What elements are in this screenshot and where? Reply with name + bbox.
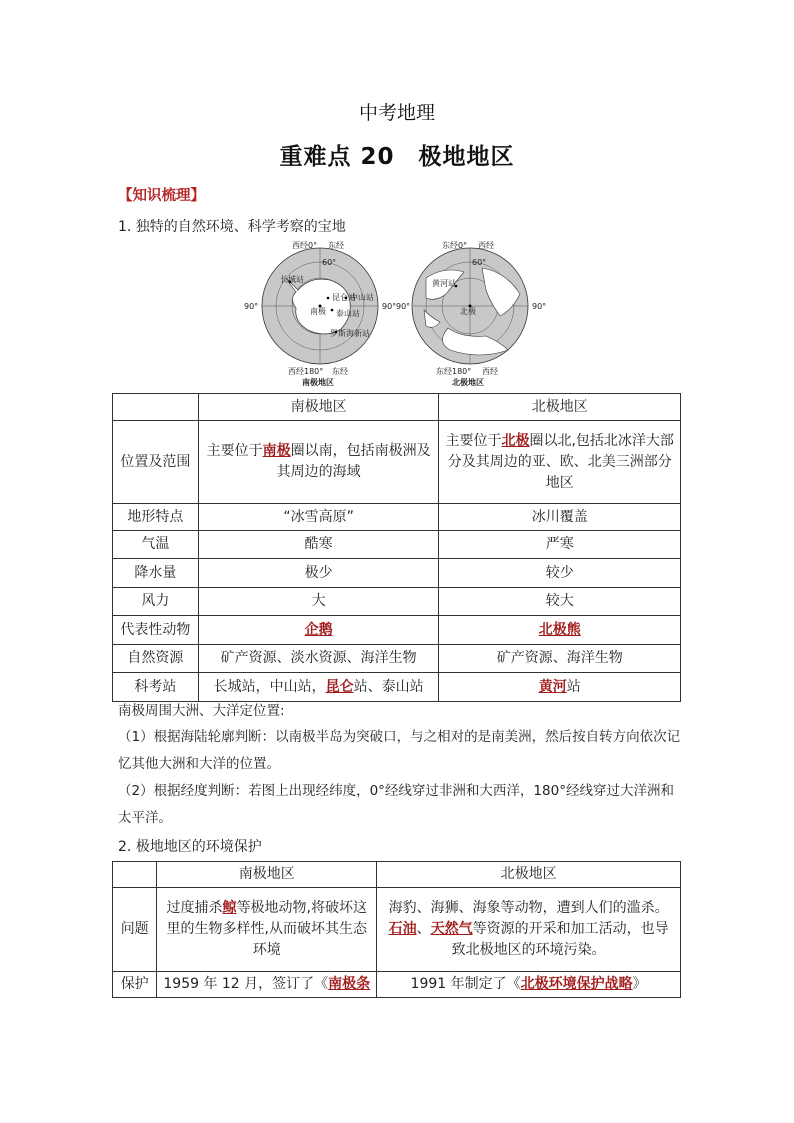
- cell-text: 站、泰山站: [353, 678, 424, 695]
- north-cell: 较大: [439, 588, 681, 616]
- north-cell: [439, 421, 681, 504]
- table-row: [113, 645, 681, 673]
- row-label: 风力: [113, 588, 199, 616]
- notes-item-2: （2）根据经度判断：若图上出现经纬度，0°经线穿过非洲和大西洋，180°经线穿过大洋洲和太平洋。: [118, 783, 674, 826]
- cell-text: 圈以北,包括北冰洋大部分及其周边的亚、欧、北美三洲部分地区: [447, 432, 674, 491]
- answer-highlight: 黄河: [538, 678, 567, 695]
- row-label: 地形特点: [113, 504, 199, 531]
- cell-text: 》: [632, 976, 647, 992]
- table-row: [113, 888, 681, 972]
- table-row: [113, 588, 681, 616]
- north-cell: 较少: [439, 559, 681, 588]
- station-label-huanghe: 黄河站: [432, 279, 456, 288]
- table-header-cell: 南极地区: [157, 862, 377, 888]
- south-map-bottom-left-label: 西经180°: [288, 367, 324, 376]
- row-label: 气温: [113, 531, 199, 559]
- answer-highlight: 企鹅: [304, 621, 333, 638]
- section-heading-1: 1. 独特的自然环境、科学考察的宝地: [118, 219, 346, 235]
- notes-item-1: （1）根据海陆轮廓判断：以南极半岛为突破口，与之相对的是南美洲，然后按自转方向依次记忆其他大洲和大洋的位置。: [118, 729, 681, 772]
- answer-highlight: 北极环境保护战略: [520, 976, 633, 992]
- south-map-top-right-label: 东经: [328, 241, 344, 250]
- subject-title: 中考地理: [358, 102, 435, 124]
- section-tag: 【知识梳理】: [118, 188, 205, 204]
- table-header-row: [113, 862, 681, 888]
- page-title: 重难点 20 极地地区: [279, 144, 515, 170]
- south-map-right-lon: 90°: [382, 302, 397, 311]
- cell-text: 站: [566, 678, 581, 695]
- cell-text: 主要位于: [445, 432, 502, 449]
- table-row: [113, 616, 681, 645]
- south-cell: [157, 972, 377, 998]
- cell-text: 、: [416, 921, 431, 937]
- answer-highlight: 天然气: [430, 921, 473, 937]
- answer-highlight: 石油: [388, 921, 417, 937]
- station-label-changcheng: 长城站: [280, 275, 304, 284]
- south-cell: 极少: [198, 559, 439, 588]
- south-cell: “冰雪高原”: [198, 504, 439, 531]
- cell-text: 海豹、海狮、海象等动物，遭到人们的滥杀。: [388, 900, 669, 916]
- cell-text: 过度捕杀: [166, 900, 223, 916]
- north-map-top-right-label: 西经: [478, 241, 494, 250]
- answer-highlight: 南极条: [328, 976, 371, 992]
- south-cell: [198, 421, 439, 504]
- cell-text: 1959 年 12 月，签订了《: [163, 976, 329, 992]
- table-row: [113, 531, 681, 559]
- south-cell: 矿产资源、淡水资源、海洋生物: [198, 645, 439, 673]
- north-map-lat-label: 60°: [472, 258, 487, 267]
- north-map-bottom-right-label: 西经: [482, 367, 498, 376]
- row-label: 问题: [113, 888, 157, 972]
- table-header-cell: 北极地区: [439, 394, 681, 421]
- cell-text: 圈以南，包括南极洲及其周边的海域: [276, 443, 431, 480]
- section-heading-2: 2. 极地地区的环境保护: [118, 839, 262, 855]
- north-cell: [377, 972, 681, 998]
- answer-highlight: 昆仑: [325, 678, 354, 695]
- table-header-row: [113, 394, 681, 421]
- north-cell: [377, 888, 681, 972]
- row-label: 位置及范围: [113, 421, 199, 504]
- station-label-zhongshan: 中山站: [350, 293, 374, 302]
- row-label: 保护: [113, 972, 157, 998]
- south-map-lat-label: 60°: [322, 258, 337, 267]
- north-cell: 冰川覆盖: [439, 504, 681, 531]
- cell-text: 等资源的开采和加工活动，也导致北极地区的环境污染。: [451, 921, 669, 958]
- north-map-bottom-left-label: 东经180°: [436, 367, 472, 376]
- station-label-kunlun: 昆仑站: [332, 293, 356, 302]
- north-cell: 矿产资源、海洋生物: [439, 645, 681, 673]
- cell-text: 长城站，中山站，: [213, 678, 326, 695]
- answer-highlight: 鲸: [222, 900, 237, 916]
- north-pole-label: 北极: [460, 307, 476, 316]
- comparison-table: [112, 393, 681, 702]
- notes-intro: 南极周围大洲、大洋定位置:: [118, 703, 285, 719]
- north-cell: [439, 616, 681, 645]
- north-map-right-lon: 90°: [532, 302, 547, 311]
- table-header-cell: [113, 862, 157, 888]
- south-map-caption: 南极地区: [302, 378, 334, 387]
- cell-text: 1991 年制定了《: [410, 976, 521, 992]
- polar-maps: [244, 238, 550, 388]
- row-label: 自然资源: [113, 645, 199, 673]
- south-cell: 酷寒: [198, 531, 439, 559]
- south-pole-label: 南极: [310, 307, 326, 316]
- table-row: [113, 972, 681, 998]
- south-map-bottom-right-label: 东经: [332, 367, 348, 376]
- north-map-left-lon: 90°: [396, 302, 411, 311]
- south-map-top-left-label: 西经0°: [292, 241, 318, 250]
- table-row: [113, 559, 681, 588]
- table-header-cell: 北极地区: [377, 862, 681, 888]
- table-header-cell: [113, 394, 199, 421]
- station-label-taishan: 泰山站: [336, 309, 360, 318]
- table-header-cell: 南极地区: [198, 394, 439, 421]
- answer-highlight: 北极熊: [538, 621, 581, 638]
- south-cell: [198, 616, 439, 645]
- north-map-caption: 北极地区: [452, 378, 484, 387]
- cell-text: 等极地动物,将破坏这里的生物多样性,从而破坏其生态环境: [166, 900, 367, 958]
- answer-highlight: 南极: [262, 443, 291, 459]
- table-row: [113, 504, 681, 531]
- north-map-top-left-label: 东经0°: [442, 241, 468, 250]
- protection-table: [112, 861, 681, 998]
- row-label: 科考站: [113, 673, 199, 702]
- north-cell: 严寒: [439, 531, 681, 559]
- south-cell: 大: [198, 588, 439, 616]
- table-row: [113, 421, 681, 504]
- south-cell: [157, 888, 377, 972]
- cell-text: 主要位于: [206, 443, 263, 459]
- row-label: 代表性动物: [113, 616, 199, 645]
- south-map-left-lon: 90°: [244, 302, 259, 311]
- answer-highlight: 北极: [501, 432, 530, 449]
- south-sea-label: 罗斯海新站: [330, 329, 370, 338]
- row-label: 降水量: [113, 559, 199, 588]
